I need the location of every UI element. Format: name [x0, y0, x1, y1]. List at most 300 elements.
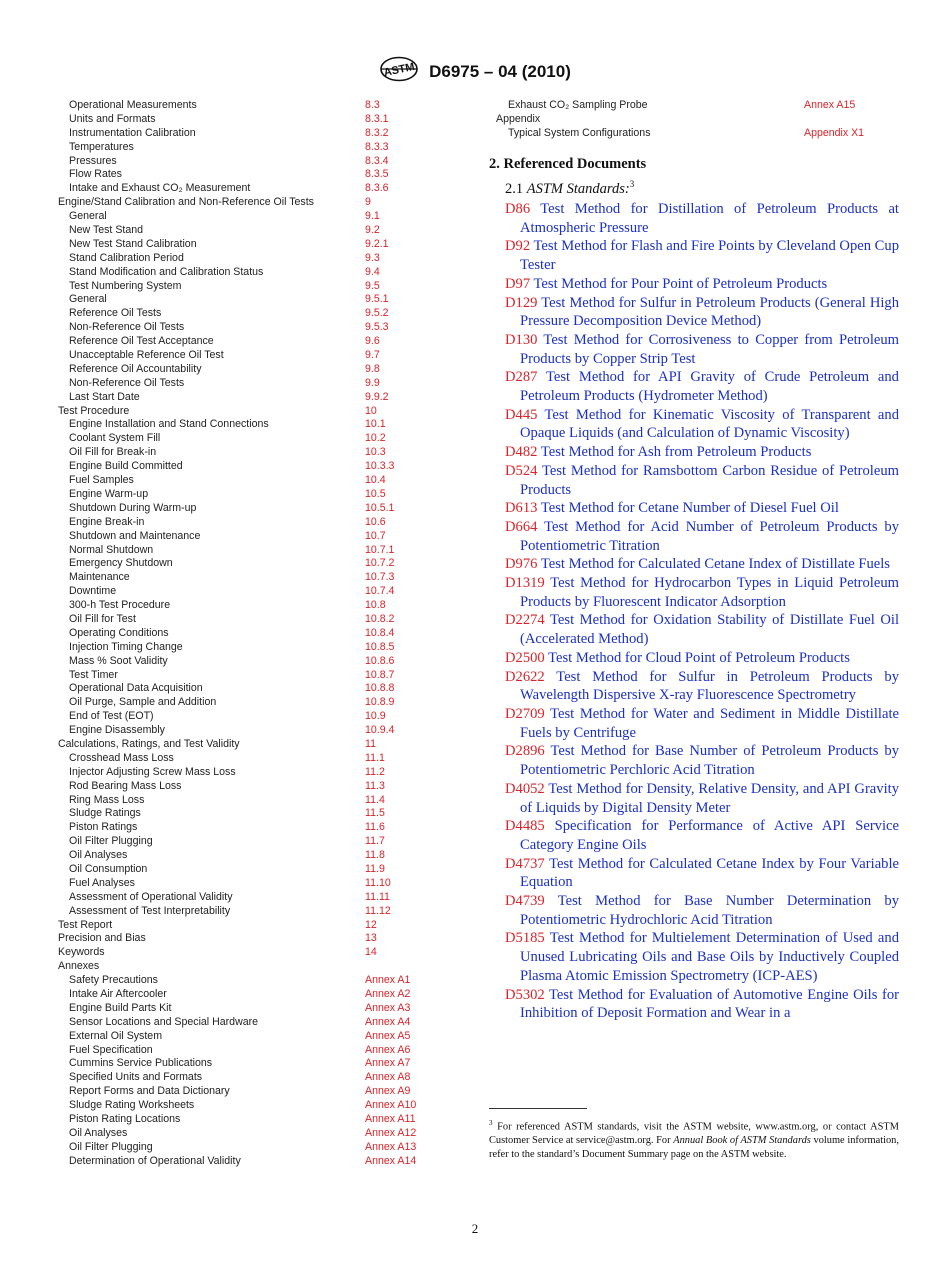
toc-entry-label: Operating Conditions [69, 626, 169, 639]
toc-entry-label: Specified Units and Formats [69, 1071, 203, 1084]
reference-item [505, 331, 899, 368]
toc-entry-section-link[interactable]: 10.8.7 [365, 668, 395, 681]
toc-entry-section-link[interactable]: 9.2 [365, 224, 380, 237]
toc-entry [58, 530, 438, 544]
reference-code-link[interactable]: D4739 [505, 893, 545, 910]
reference-item [505, 986, 899, 1023]
reference-item [505, 294, 899, 331]
toc-entry [58, 1085, 438, 1099]
reference-code-link[interactable]: D4485 [505, 818, 545, 835]
toc-entry-section-link[interactable]: 13 [365, 932, 377, 945]
toc-entry-label: Temperatures [69, 140, 134, 153]
reference-title-link[interactable]: Specification for Performance of Active API Service Category Engine Oils [520, 818, 899, 853]
toc-entry [58, 891, 438, 905]
toc-entry-section-link[interactable]: 8.3.1 [365, 112, 389, 125]
toc-entry [58, 405, 438, 419]
footnote-number: 3 [489, 1119, 493, 1127]
toc-entry-label: General [69, 210, 107, 223]
reference-item [505, 462, 899, 499]
toc-entry-section-link[interactable]: 10.8.5 [365, 640, 395, 653]
reference-title-link[interactable]: Test Method for Cetane Number of Diesel Fuel Oil [540, 500, 839, 517]
toc-entry-section-link[interactable]: 10.8.6 [365, 654, 395, 667]
toc-entry [58, 655, 438, 669]
reference-code-link[interactable]: D97 [505, 275, 531, 292]
reference-title-link[interactable]: Test Method for API Gravity of Crude Petroleum and Petroleum Products (Hydrometer Method) [520, 369, 899, 405]
toc-entry [58, 155, 438, 169]
toc-entry-label: Oil Fill for Test [69, 612, 136, 625]
toc-entry-label: Coolant System Fill [69, 432, 161, 445]
reference-title-link[interactable]: Test Method for Multielement Determination of Used and Unused Lubricating Oils and Base Oils by Inductively Coupled Plasma Atomic Emission Spectrometry (ICP-AES) [520, 930, 899, 984]
reference-title-link[interactable]: Test Method for Evaluation of Automotive Engine Oils for Inhibition of Deposit Formation and Wear in a [520, 986, 899, 1022]
toc-entry [58, 432, 438, 446]
toc-entry [58, 1155, 438, 1169]
toc-entry-section-link[interactable]: Annex A7 [365, 1057, 411, 1070]
toc-entry-label: Sludge Ratings [69, 807, 141, 820]
toc-entry-section-link[interactable]: 11.8 [365, 849, 385, 862]
toc-entry [58, 821, 438, 835]
toc-entry [58, 1016, 438, 1030]
toc-entry-section-link[interactable]: 10.8.2 [365, 612, 395, 625]
toc-entry [58, 932, 438, 946]
toc-entry-section-link[interactable]: Annex A6 [365, 1043, 411, 1056]
reference-item [505, 611, 899, 648]
toc-entry-label: Pressures [69, 154, 117, 167]
toc-entry-label: Units and Formats [69, 112, 156, 125]
toc-entry-section-link[interactable]: 11.7 [365, 835, 385, 848]
toc-entry [58, 988, 438, 1002]
toc-entry-label: 300-h Test Procedure [69, 599, 171, 612]
toc-entry-label: Injection Timing Change [69, 640, 183, 653]
toc-entry-section-link[interactable]: Appendix X1 [804, 126, 865, 139]
toc-entry-label: Annexes [58, 960, 100, 973]
toc-entry-section-link[interactable]: 9.2.1 [365, 237, 389, 250]
toc-entry-label: Calculations, Ratings, and Test Validity [58, 737, 240, 750]
toc-entry-section-link[interactable]: 10.8 [365, 599, 386, 612]
page-number: 2 [471, 1221, 479, 1236]
reference-code-link[interactable]: D130 [505, 331, 538, 348]
toc-entry-label: Engine/Stand Calibration and Non-Reference Oil Tests [58, 196, 314, 209]
toc-entry-section-link[interactable]: 10.7.4 [365, 585, 395, 598]
toc-entry-section-link[interactable]: 9.5.3 [365, 321, 389, 334]
footnote-text-italic: Annual Book of ASTM Standards [673, 1135, 811, 1147]
toc-entry [58, 182, 438, 196]
toc-entry-label: Typical System Configurations [508, 126, 651, 139]
toc-entry-label: Engine Break-in [69, 515, 145, 528]
toc-entry-label: Oil Consumption [69, 862, 148, 875]
reference-title-link[interactable]: Test Method for Calculated Cetane Index by Four Variable Equation [520, 855, 900, 891]
toc-entry-label: Reference Oil Tests [69, 307, 162, 320]
toc-entry [58, 710, 438, 724]
toc-entry-label: Fuel Analyses [69, 876, 135, 889]
toc-entry [58, 752, 438, 766]
reference-title-link[interactable]: Test Method for Kinematic Viscosity of Transparent and Opaque Liquids (and Calculation of Dynamic Viscosity) [520, 406, 900, 442]
toc-entry-label: Oil Filter Plugging [69, 835, 153, 848]
toc-entry [58, 210, 438, 224]
toc-entry-section-link[interactable]: 10.4 [365, 474, 386, 487]
reference-title-link[interactable]: Test Method for Hydrocarbon Types in Liquid Petroleum Products by Fluorescent Indicator Adsorption [520, 575, 899, 610]
toc-entry-section-link[interactable]: Annex A10 [365, 1099, 417, 1112]
reference-title-link[interactable]: Test Method for Base Number Determination by Potentiometric Hydrochloric Acid Titration [520, 893, 899, 928]
reference-item [505, 780, 899, 817]
footnote-divider [489, 1108, 587, 1109]
toc-entry-label: Shutdown During Warm-up [69, 501, 197, 514]
toc-entry-section-link[interactable]: 14 [365, 946, 377, 959]
toc-entry [58, 724, 438, 738]
toc-entry-label: Reference Oil Accountability [69, 362, 202, 375]
reference-item [505, 929, 899, 985]
toc-entry-label: Last Start Date [69, 390, 140, 403]
toc-entry-section-link[interactable]: 11.9 [365, 862, 385, 875]
toc-entry-section-link[interactable]: 11.4 [365, 793, 385, 806]
toc-entry [58, 1071, 438, 1085]
toc-entry-section-link[interactable]: 10.8.4 [365, 626, 395, 639]
toc-entry-label: Oil Analyses [69, 1126, 128, 1139]
toc-entry [58, 293, 438, 307]
toc-entry-section-link[interactable]: 11.1 [365, 751, 385, 764]
toc-entry [58, 1057, 438, 1071]
toc-entry-section-link[interactable]: Annex A3 [365, 1001, 411, 1014]
reference-code-link[interactable]: D482 [505, 444, 538, 461]
reference-title-link[interactable]: Test Method for Acid Number of Petroleum Products by Potentiometric Titration [520, 518, 899, 554]
reference-code-link[interactable]: D1319 [505, 575, 545, 592]
toc-entry-section-link[interactable]: 9.8 [365, 362, 380, 375]
toc-entry-section-link[interactable]: 11.5 [365, 807, 385, 820]
toc-entry-section-link[interactable]: Annex A4 [365, 1015, 411, 1028]
reference-title-link[interactable]: Test Method for Distillation of Petroleum Products at Atmospheric Pressure [520, 201, 899, 236]
toc-entry-label: Appendix [496, 112, 541, 125]
toc-entry-section-link[interactable]: 10 [365, 404, 377, 417]
toc-entry-section-link[interactable]: 10.5 [365, 487, 386, 500]
toc-entry-section-link[interactable]: 10.8.8 [365, 682, 395, 695]
toc-entry-label: Assessment of Operational Validity [69, 890, 233, 903]
reference-code-link[interactable]: D5302 [505, 986, 545, 1003]
toc-entry-label: Sludge Rating Worksheets [69, 1099, 195, 1112]
toc-entry [58, 474, 438, 488]
toc-entry-section-link[interactable]: 8.3.6 [365, 182, 389, 195]
toc-entry-label: Engine Build Parts Kit [69, 1001, 172, 1014]
toc-entry-section-link[interactable]: 10.7.1 [365, 543, 395, 556]
toc-entry-section-link[interactable]: Annex A12 [365, 1126, 417, 1139]
reference-title-link[interactable]: Test Method for Ramsbottom Carbon Residue of Petroleum Products [520, 462, 899, 498]
toc-entry-label: Engine Warm-up [69, 487, 149, 500]
toc-entry-section-link[interactable]: 9 [365, 196, 371, 209]
toc-entry [58, 252, 438, 266]
toc-entry-label: General [69, 293, 107, 306]
toc-entry-label: Sensor Locations and Special Hardware [69, 1015, 259, 1028]
page-header [0, 56, 950, 87]
toc-entry [58, 571, 438, 585]
reference-item [505, 275, 899, 294]
toc-entry-label: Exhaust CO₂ Sampling Probe [508, 99, 648, 111]
toc-entry-section-link[interactable]: 8.3.4 [365, 154, 389, 167]
reference-code-link[interactable]: D2274 [505, 612, 545, 629]
toc-entry [58, 391, 438, 405]
toc-entry-label: Injector Adjusting Screw Mass Loss [69, 765, 236, 778]
reference-code-link[interactable]: D976 [505, 556, 538, 573]
toc-entry [58, 766, 438, 780]
subsection-heading [505, 179, 634, 198]
toc-entry-label: Instrumentation Calibration [69, 126, 196, 139]
reference-item [505, 237, 899, 274]
toc-entry-label: New Test Stand [69, 224, 144, 237]
toc-entry [58, 669, 438, 683]
toc-entry [58, 460, 438, 474]
toc-entry [58, 488, 438, 502]
footnote-text-b: volume information, refer to the standard’s Document Summary page on the ASTM website. [489, 1135, 899, 1161]
toc-entry [58, 335, 438, 349]
toc-entry-section-link[interactable]: 8.3.3 [365, 140, 389, 153]
toc-entry-section-link[interactable]: Annex A13 [365, 1140, 417, 1153]
toc-entry [58, 349, 438, 363]
reference-title-link[interactable]: Test Method for Corrosiveness to Copper from Petroleum Products by Copper Strip Test [520, 331, 899, 367]
toc-entry-label: Cummins Service Publications [69, 1057, 213, 1070]
reference-item [505, 200, 899, 237]
toc-entry-section-link[interactable]: 8.3.5 [365, 168, 389, 181]
toc-entry [58, 682, 438, 696]
toc-entry-section-link[interactable]: Annex A11 [365, 1113, 416, 1126]
reference-code-link[interactable]: D92 [505, 238, 531, 255]
toc-entry-section-link[interactable]: 9.9 [365, 376, 380, 389]
reference-item [505, 817, 899, 854]
toc-entry-section-link[interactable]: 9.4 [365, 265, 380, 278]
toc-entry [58, 877, 438, 891]
toc-entry-label: Keywords [58, 946, 105, 959]
reference-title-link[interactable]: Test Method for Density, Relative Density, and API Gravity of Liquids by Digital Density Meter [520, 780, 899, 816]
reference-title-link[interactable]: Test Method for Cloud Point of Petroleum Products [548, 649, 850, 666]
toc-entry-label: External Oil System [69, 1029, 163, 1042]
toc-entry-label: Flow Rates [69, 168, 122, 181]
toc-entry-label: Intake and Exhaust CO₂ Measurement [69, 182, 251, 195]
reference-item [505, 742, 899, 779]
toc-entry-label: Maintenance [69, 571, 130, 584]
toc-entry-label: Non-Reference Oil Tests [69, 321, 185, 334]
toc-entry-label: Operational Measurements [69, 99, 197, 111]
toc-entry-label: Downtime [69, 585, 117, 598]
toc-entry [58, 1113, 438, 1127]
reference-code-link[interactable]: D4052 [505, 780, 545, 797]
toc-entry-section-link[interactable]: 11.10 [365, 876, 391, 889]
toc-entry [58, 585, 438, 599]
toc-entry-label: Intake Air Aftercooler [69, 988, 167, 1000]
toc-entry-section-link[interactable]: 10.7 [365, 529, 386, 542]
toc-entry-label: End of Test (EOT) [69, 710, 154, 723]
toc-entry [58, 1099, 438, 1113]
toc-entry [58, 280, 438, 294]
toc-entry-section-link[interactable]: 10.3.3 [365, 460, 395, 473]
footnote [489, 1116, 899, 1162]
reference-item [505, 443, 899, 462]
toc-entry-section-link[interactable]: 9.1 [365, 210, 380, 223]
toc-entry-label: Non-Reference Oil Tests [69, 376, 185, 389]
toc-entry [58, 168, 438, 182]
toc-entry-section-link[interactable]: 9.6 [365, 335, 380, 348]
toc-entry [58, 946, 438, 960]
toc-entry [58, 599, 438, 613]
toc-entry-section-link[interactable]: Annex A2 [365, 988, 411, 1000]
toc-entry-section-link[interactable]: 10.3 [365, 446, 386, 459]
toc-entry-label: Determination of Operational Validity [69, 1154, 241, 1167]
reference-code-link[interactable]: D129 [505, 294, 538, 311]
toc-entry-label: Oil Purge, Sample and Addition [69, 696, 217, 709]
reference-code-link[interactable]: D2500 [505, 649, 545, 666]
reference-title-link[interactable]: Test Method for Water and Sediment in Middle Distillate Fuels by Centrifuge [520, 705, 899, 741]
reference-title-link[interactable]: Test Method for Sulfur in Petroleum Products (General High Pressure Decomposition Device Method) [520, 294, 900, 330]
toc-entry [496, 99, 896, 113]
reference-code-link[interactable]: D524 [505, 462, 538, 479]
reference-code-link[interactable]: D445 [505, 406, 538, 423]
toc-entry [58, 141, 438, 155]
toc-entry [58, 1044, 438, 1058]
toc-entry [58, 127, 438, 141]
toc-entry [58, 1127, 438, 1141]
toc-entry-section-link[interactable]: Annex A5 [365, 1029, 411, 1042]
standard-designation: D6975 – 04 (2010) [429, 61, 571, 81]
toc-entry [58, 502, 438, 516]
toc-entry-section-link[interactable]: 9.7 [365, 349, 380, 362]
toc-entry-section-link[interactable]: 10.6 [365, 515, 386, 528]
reference-title-link[interactable]: Test Method for Base Number of Petroleum Products by Potentiometric Perchloric Acid Titration [520, 743, 900, 779]
reference-code-link[interactable]: D4737 [505, 855, 545, 872]
toc-entry-section-link[interactable]: Annex A15 [804, 99, 856, 111]
toc-entry [58, 807, 438, 821]
toc-entry-section-link[interactable]: 12 [365, 918, 377, 931]
reference-title-link[interactable]: Test Method for Pour Point of Petroleum Products [533, 275, 828, 292]
toc-entry-section-link[interactable]: 9.5.2 [365, 307, 389, 320]
section-heading: 2. Referenced Documents [489, 156, 647, 172]
reference-item [505, 892, 899, 929]
reference-code-link[interactable]: D2622 [505, 668, 545, 685]
reference-code-link[interactable]: D2896 [505, 743, 545, 760]
reference-title-link[interactable]: Test Method for Oxidation Stability of Distillate Fuel Oil (Accelerated Method) [520, 612, 900, 648]
toc-entry-label: Oil Fill for Break-in [69, 446, 157, 459]
table-of-contents-right [496, 99, 896, 141]
toc-entry-label: Unacceptable Reference Oil Test [69, 349, 224, 362]
toc-entry-label: Engine Disassembly [69, 724, 165, 737]
toc-entry [58, 1030, 438, 1044]
toc-entry [58, 627, 438, 641]
reference-title-link[interactable]: Test Method for Ash from Petroleum Products [540, 444, 812, 461]
toc-entry-section-link[interactable]: 11.2 [365, 765, 385, 778]
toc-entry-section-link[interactable]: 9.9.2 [365, 390, 389, 403]
toc-entry-section-link[interactable]: 9.5.1 [365, 293, 389, 306]
toc-entry [58, 905, 438, 919]
footnote-text-a: For referenced ASTM standards, visit the ASTM website, www.astm.org, or contact ASTM Customer Service at service@astm.org. For [489, 1121, 899, 1147]
toc-entry-section-link[interactable]: 11.6 [365, 821, 385, 834]
toc-entry [58, 418, 438, 432]
toc-entry [58, 224, 438, 238]
reference-item [505, 555, 899, 574]
toc-entry-label: Test Numbering System [69, 279, 182, 292]
toc-entry-label: Engine Build Committed [69, 460, 183, 473]
reference-title-link[interactable]: Test Method for Flash and Fire Points by Cleveland Open Cup Tester [520, 238, 899, 274]
toc-entry-section-link[interactable]: Annex A14 [365, 1154, 417, 1167]
reference-code-link[interactable]: D5185 [505, 930, 545, 947]
toc-entry [58, 238, 438, 252]
reference-item [505, 499, 899, 518]
toc-entry-section-link[interactable]: Annex A8 [365, 1071, 411, 1084]
reference-item [505, 574, 899, 611]
toc-entry-section-link[interactable]: 10.2 [365, 432, 386, 445]
reference-code-link[interactable]: D664 [505, 518, 538, 535]
toc-entry-label: Mass % Soot Validity [69, 654, 168, 667]
referenced-documents-list [505, 200, 899, 1023]
toc-entry [58, 696, 438, 710]
reference-code-link[interactable]: D287 [505, 369, 538, 386]
toc-entry-label: Shutdown and Maintenance [69, 529, 201, 542]
toc-entry [58, 974, 438, 988]
reference-code-link[interactable]: D613 [505, 500, 538, 517]
toc-entry-section-link[interactable]: 10.9.4 [365, 724, 395, 737]
toc-entry-label: Assessment of Test Interpretability [69, 904, 231, 917]
toc-entry-section-link[interactable]: 11.3 [365, 779, 385, 792]
toc-entry [58, 835, 438, 849]
toc-entry-label: Oil Filter Plugging [69, 1140, 153, 1153]
toc-entry-section-link[interactable]: 9.5 [365, 279, 380, 292]
toc-entry-section-link[interactable]: Annex A1 [365, 974, 411, 987]
toc-entry-label: Emergency Shutdown [69, 557, 173, 570]
toc-entry [496, 113, 896, 127]
reference-title-link[interactable]: Test Method for Sulfur in Petroleum Products by Wavelength Dispersive X-ray Fluorescence Spectrometry [520, 668, 899, 704]
toc-entry [58, 960, 438, 974]
subsection-number: 2.1 [505, 180, 524, 197]
toc-entry-section-link[interactable]: Annex A9 [365, 1085, 411, 1098]
reference-item [505, 518, 899, 555]
toc-entry-section-link[interactable]: 9.3 [365, 251, 380, 264]
toc-entry-section-link[interactable]: 10.7.2 [365, 557, 395, 570]
toc-entry-label: Rod Bearing Mass Loss [69, 779, 182, 792]
toc-entry-section-link[interactable]: 11.11 [365, 890, 390, 903]
toc-entry-label: Stand Calibration Period [69, 251, 184, 264]
toc-entry [58, 1141, 438, 1155]
toc-entry-label: Report Forms and Data Dictionary [69, 1085, 230, 1098]
toc-entry [58, 1002, 438, 1016]
toc-entry-section-link[interactable]: 8.3.2 [365, 126, 389, 139]
toc-entry [58, 321, 438, 335]
toc-entry-section-link[interactable]: 11.12 [365, 904, 391, 917]
toc-entry-section-link[interactable]: 8.3 [365, 99, 380, 111]
reference-code-link[interactable]: D86 [505, 201, 531, 217]
toc-entry-label: Reference Oil Test Acceptance [69, 335, 214, 348]
toc-entry-section-link[interactable]: 10.8.9 [365, 696, 395, 709]
toc-entry-label: Safety Precautions [69, 974, 158, 987]
toc-entry-section-link[interactable]: 10.7.3 [365, 571, 395, 584]
reference-item [505, 855, 899, 892]
reference-item [505, 668, 899, 705]
toc-entry [496, 127, 896, 141]
astm-logo-icon [379, 56, 419, 87]
toc-entry-label: Fuel Samples [69, 474, 134, 487]
toc-entry-section-link[interactable]: 10.5.1 [365, 501, 395, 514]
toc-entry [58, 363, 438, 377]
toc-entry [58, 516, 438, 530]
toc-entry-label: Test Timer [69, 668, 118, 681]
reference-code-link[interactable]: D2709 [505, 705, 545, 722]
toc-entry-label: Test Procedure [58, 404, 130, 417]
toc-entry [58, 613, 438, 627]
toc-entry-label: Oil Analyses [69, 849, 128, 862]
toc-entry-label: Stand Modification and Calibration Status [69, 265, 264, 278]
toc-entry-label: Ring Mass Loss [69, 793, 145, 806]
table-of-contents-left [58, 99, 438, 1169]
toc-entry-section-link[interactable]: 11 [365, 737, 376, 750]
toc-entry-label: Fuel Specification [69, 1043, 153, 1056]
toc-entry [58, 196, 438, 210]
reference-title-link[interactable]: Test Method for Calculated Cetane Index of Distillate Fuels [540, 556, 890, 573]
toc-entry-section-link[interactable]: 10.9 [365, 710, 386, 723]
toc-entry-label: Normal Shutdown [69, 543, 154, 556]
toc-entry-label: Piston Rating Locations [69, 1113, 181, 1126]
toc-entry-section-link[interactable]: 10.1 [365, 418, 386, 431]
